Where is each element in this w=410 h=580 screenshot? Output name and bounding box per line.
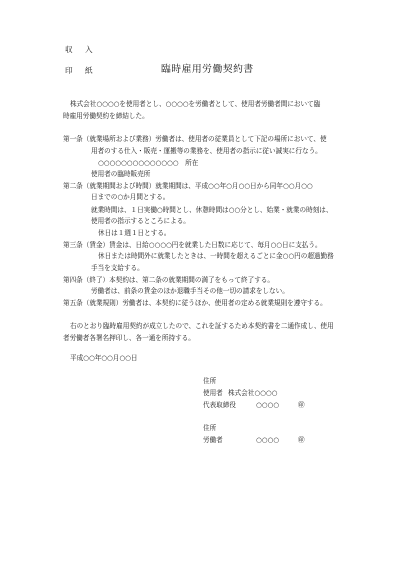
article-2-line-4: 使用者の指示するところによる。 (91, 217, 190, 225)
revenue-stamp-line1: 収 入 (65, 45, 98, 54)
employer-seal-icon: ㊞ (298, 401, 305, 409)
article-2-line-5: 休日は１週１日とする。 (98, 229, 171, 237)
article-2-line-3: 就業時間は、１日実働○時間とし、休憩時間は○○分とし、始業・就業の時刻は、 (91, 206, 333, 214)
article-1-line-4: 使用者の臨時販売所 (91, 170, 151, 178)
document-title: 臨時雇用労働契約書 (161, 64, 254, 75)
article-2-line-2: 日までの○か月間とする。 (91, 193, 170, 201)
article-3-line-1: 第三条（賃金）賃金は、日給○○○○円を就業した日数に応じて、毎月○○日に支払う。 (63, 241, 322, 249)
worker-address-label: 住所 (203, 424, 217, 432)
contract-date: 平成○○年○○月○○日 (70, 354, 138, 362)
article-4-line-2: 労働者は、前条の賃金のほか退職手当その他一切の請求をしない。 (91, 287, 289, 295)
employer-company: 株式会社○○○○ (228, 389, 278, 397)
worker-name: ○○○○ (256, 436, 280, 444)
article-1-line-3: ○○○○○○○○○○○○○○ 所在 (98, 159, 199, 167)
article-3-line-3: 手当を支給する。 (91, 264, 144, 272)
article-4-line-1: 第四条（終了）本契約は、第二条の就業期間の満了をもって終了する。 (63, 276, 274, 284)
article-1-line-2: 用者のする仕入・販売・運搬等の業務を、使用者の指示に従い誠実に行なう。 (91, 147, 322, 155)
revenue-stamp-line2: 印 紙 (65, 66, 98, 75)
employer-title: 代表取締役 (203, 401, 236, 409)
employer-role: 使用者 (203, 389, 223, 397)
worker-seal-icon: ㊞ (298, 436, 305, 444)
article-1-line-1: 第一条（就業場所および業務）労働者は、使用者の従業員として下記の場所において、使 (63, 135, 327, 143)
article-5-line-1: 第五条（就業規則）労働者は、本契約に従うほか、使用者の定める就業規則を遵守する。 (63, 299, 327, 307)
article-2-line-1: 第二条（就業期間および時間）就業期間は、平成○○年○月○○日から同年○○月○○ (63, 182, 313, 190)
employer-address-label: 住所 (203, 377, 217, 385)
employer-name: ○○○○ (256, 401, 280, 409)
intro-line-1: 株式会社○○○○を使用者とし、○○○○を労働者として、使用者労働者間において臨 (70, 100, 321, 108)
closing-line-1: 右のとおり臨時雇用契約が成立したので、これを証するため本契約書を二通作成し、使用 (70, 322, 334, 330)
worker-role: 労働者 (203, 436, 223, 444)
article-3-line-2: 休日または時間外に就業したときは、一時間を超えるごとに金○○円の超過勤務 (98, 252, 334, 260)
closing-line-2: 者労働者各署名押印し、各一通を所持する。 (63, 334, 195, 342)
intro-line-2: 時雇用労働契約を締結した。 (63, 112, 149, 120)
